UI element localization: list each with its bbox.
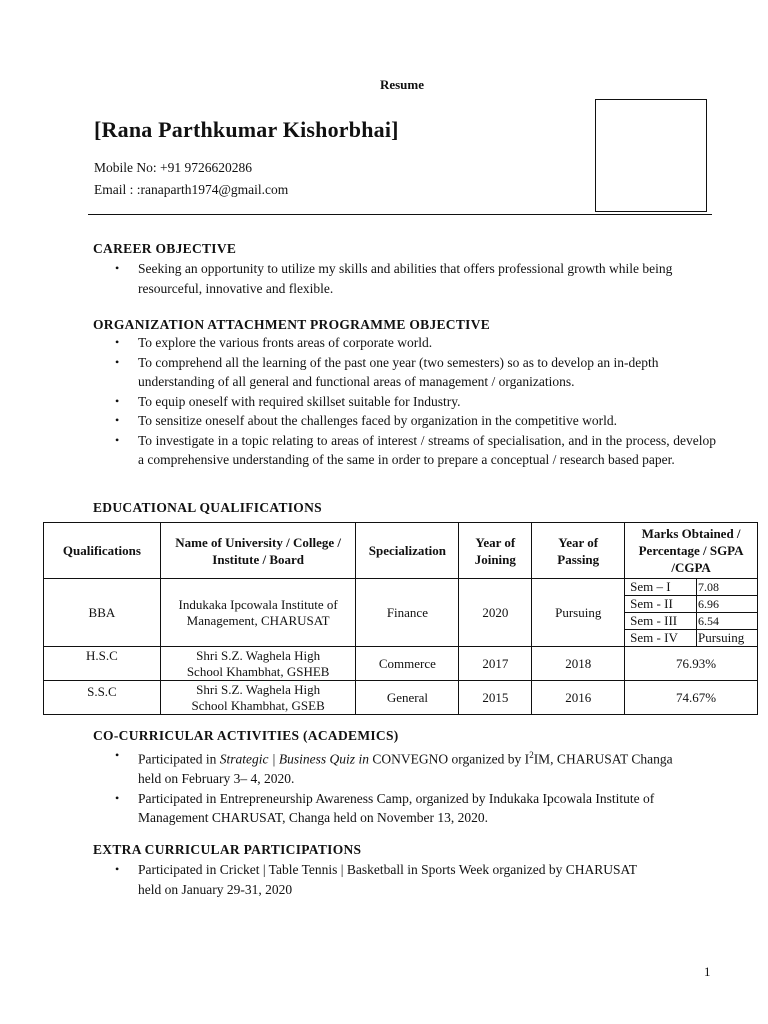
semester-score: 7.08 (697, 579, 758, 596)
column-header: Specialization (356, 523, 459, 579)
qualification-cell: S.S.C (44, 681, 161, 715)
column-header: Year of Joining (459, 523, 532, 579)
list-item: • To equip oneself with required skillset suitable for Industry. (115, 393, 461, 409)
extra-curricular-list (94, 860, 654, 899)
qualification-cell: BBA (44, 579, 161, 647)
table-row (44, 681, 758, 715)
page-number: 1 (704, 964, 711, 979)
semester-label: Sem – I (625, 579, 697, 596)
list-item: • Participated in Strategic | Business Quiz in CONVEGNO organized by $I^2IM$, CHARUSAT Changa held on February 3– 4, 2020. (115, 748, 673, 786)
specialization-cell: Finance (356, 579, 459, 647)
career-objective-heading: CAREER OBJECTIVE (93, 241, 237, 256)
passing-year-cell: Pursuing (532, 579, 625, 647)
passing-year-cell: 2018 (532, 647, 625, 681)
list-item: • To explore the various fronts areas of corporate world. (115, 335, 433, 350)
semester-label: Sem - III (625, 613, 697, 630)
table-row (44, 647, 758, 681)
semester-label: Sem - II (625, 596, 697, 613)
career-objective-list (94, 259, 694, 298)
semester-score: Pursuing (697, 630, 758, 647)
table-header-row (44, 523, 758, 579)
column-header: Name of University / College / Institute / Board (160, 523, 356, 579)
column-header: Marks Obtained / Percentage / SGPA /CGPA (625, 523, 758, 579)
specialization-cell: General (356, 681, 459, 715)
passing-year-cell: 2016 (532, 681, 625, 715)
education-heading: EDUCATIONAL QUALIFICATIONS (93, 500, 322, 515)
candidate-name: [Rana Parthkumar Kishorbhai] (94, 117, 399, 142)
specialization-cell: Commerce (356, 647, 459, 681)
joining-year-cell: 2020 (459, 579, 532, 647)
oap-objective-heading: ORGANIZATION ATTACHMENT PROGRAMME OBJECTIVE (93, 317, 491, 332)
cocurricular-list (94, 746, 694, 828)
marks-cell: 76.93% (625, 647, 758, 681)
semester-score: 6.96 (697, 596, 758, 613)
oap-objective-list (94, 333, 716, 470)
list-item: • To sensitize oneself about the challenges faced by organization in the competitive world. (115, 413, 618, 428)
marks-cell: 74.67% (625, 681, 758, 715)
institute-cell: Indukaka Ipcowala Institute of Management, CHARUSAT (160, 579, 356, 647)
institute-cell: Shri S.Z. Waghela High School Khambhat, GSHEB (160, 647, 356, 681)
document-title: Resume (379, 77, 425, 92)
list-item: • Participated in Cricket | Table Tennis | Basketball in Sports Week organized by CHARUSAT held on January 29-31, 2020 (115, 862, 637, 897)
list-item: • Participated in Entrepreneurship Awareness Camp, organized by Indukaka Ipcowala Institute of Management CHARUSAT, Changa held on November 13, 2020. (115, 790, 655, 825)
list-item: • To investigate in a topic relating to areas of interest / streams of specialisation, and in the process, develop a comprehensive understanding of the same in order to prepare a conceptual / research based paper. (115, 432, 716, 467)
photo-placeholder (595, 99, 707, 212)
email-address: Email : :ranaparth1974@gmail.com (94, 182, 289, 197)
joining-year-cell: 2015 (459, 681, 532, 715)
institute-cell: Shri S.Z. Waghela High School Khambhat, GSEB (160, 681, 356, 715)
joining-year-cell: 2017 (459, 647, 532, 681)
semester-score: 6.54 (697, 613, 758, 630)
extra-curricular-heading: EXTRA CURRICULAR PARTICIPATIONS (93, 842, 362, 857)
list-item: • To comprehend all the learning of the past one year (two semesters) so as to develop an in-depth understanding of all general and functional areas of management / organizations. (115, 354, 659, 389)
list-item: • Seeking an opportunity to utilize my skills and abilities that offers professional growth while being resourceful, innovative and flexible. (115, 261, 673, 296)
cocurricular-heading: CO-CURRICULAR ACTIVITIES (ACADEMICS) (93, 728, 399, 743)
header-divider (88, 214, 712, 215)
education-table (43, 522, 758, 715)
column-header: Year of Passing (532, 523, 625, 579)
table-row (44, 579, 758, 596)
semester-label: Sem - IV (625, 630, 697, 647)
column-header: Qualifications (44, 523, 161, 579)
mobile-number: Mobile No: +91 9726620286 (94, 160, 252, 175)
qualification-cell: H.S.C (44, 647, 161, 681)
